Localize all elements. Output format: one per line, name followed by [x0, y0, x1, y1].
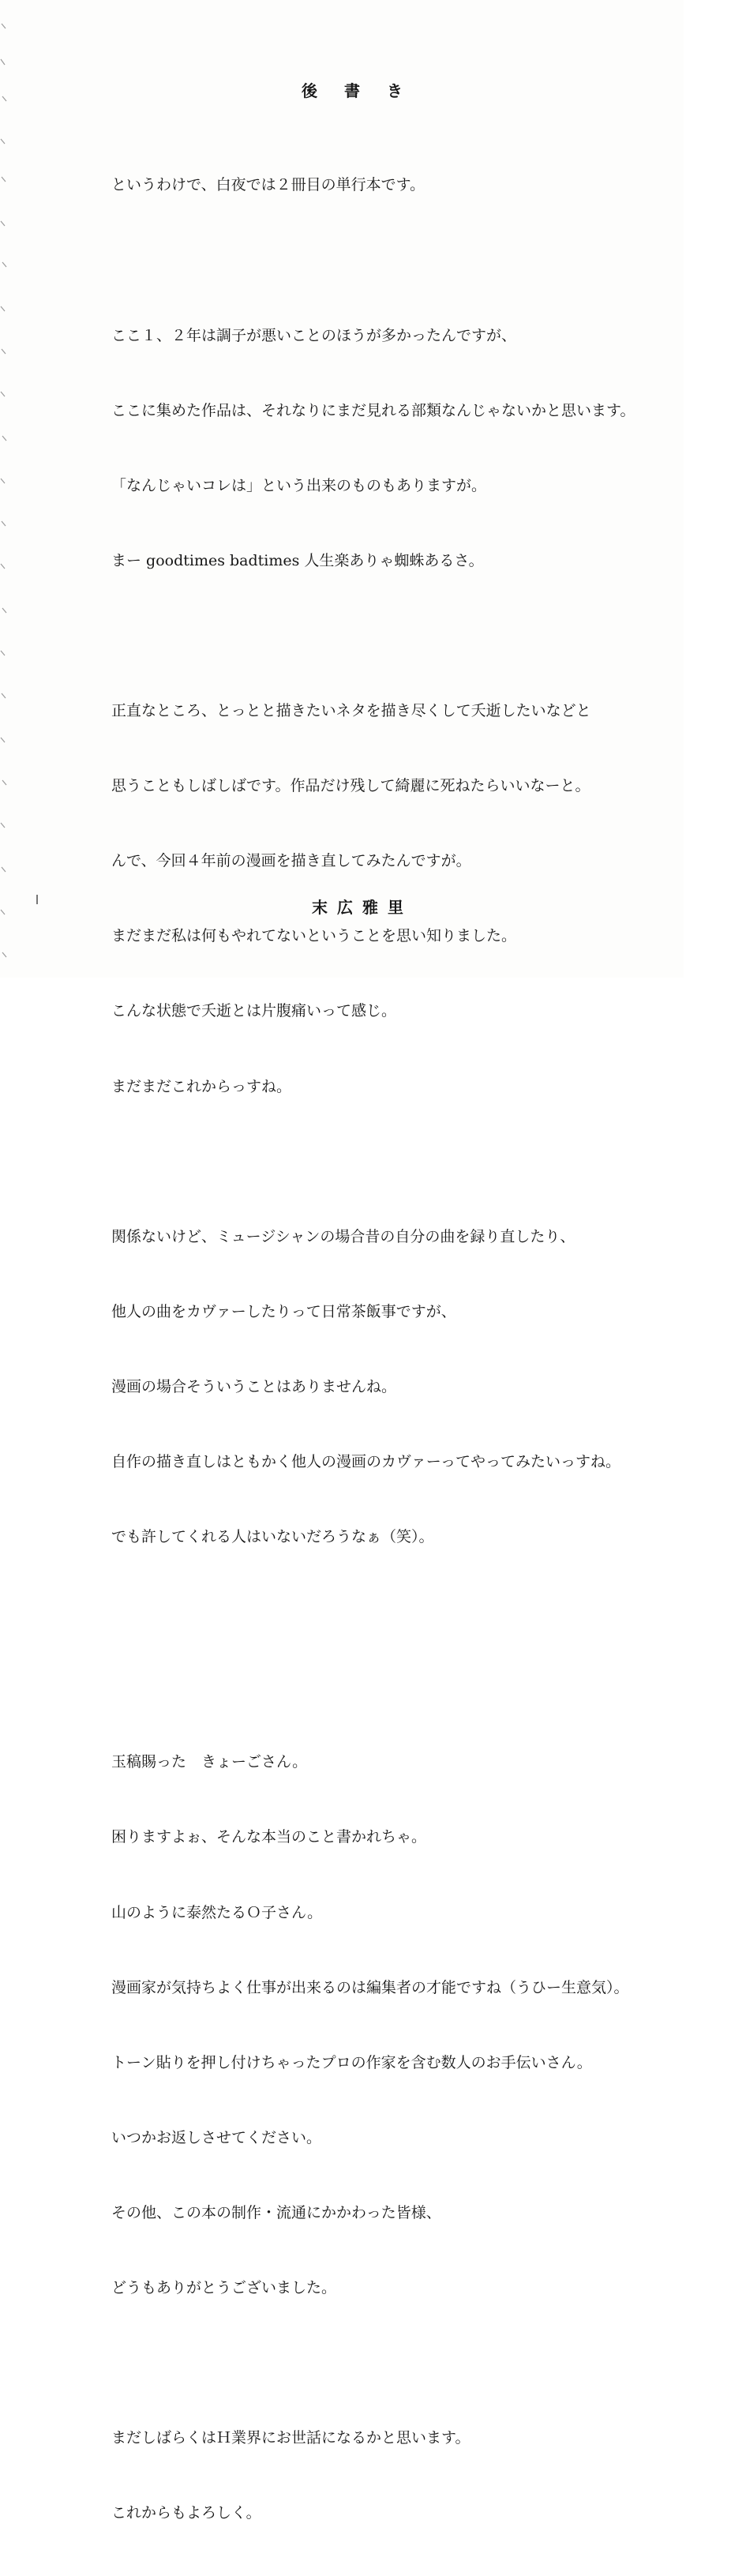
text-line: まー goodtimes badtimes 人生楽ありゃ蜘蛛あるさ。 — [111, 551, 484, 569]
page-title: 後書き — [302, 81, 429, 100]
text-line: まだしばらくはＨ業界にお世話になるかと思います。 — [111, 2429, 470, 2447]
author-signature: 末広雅里 — [312, 898, 413, 917]
text-line: 思うこともしばしばです。作品だけ残して綺麗に死ねたらいいなーと。 — [111, 777, 590, 795]
text-line — [111, 1675, 664, 1700]
text-line — [111, 1600, 664, 1625]
text-line: 関係ないけど、ミュージシャンの場合昔の自分の曲を録り直したり、 — [111, 1227, 575, 1245]
text-line: その他、この本の制作・流通にかかわった皆様、 — [111, 2203, 441, 2221]
text-line — [111, 624, 664, 649]
text-line: こんな状態で夭逝とは片腹痛いって感じ。 — [111, 1002, 397, 1020]
text-line: 「なんじゃいコレは」という出来のものもありますが。 — [111, 476, 487, 494]
text-line: んで、今回４年前の漫画を描き直してみたんですが。 — [111, 852, 471, 870]
text-line: 漫画家が気持ちよく仕事が出来るのは編集者の才能ですね（うひー生意気）。 — [111, 1978, 629, 1996]
text-line: でも許してくれる人はいないだろうなぁ（笑）。 — [111, 1528, 434, 1546]
text-line: これからもよろしく。 — [111, 2504, 261, 2522]
text-line: 玉稿賜った きょーごさん。 — [111, 1753, 308, 1771]
afterword-body — [111, 123, 664, 2576]
text-line — [111, 249, 664, 274]
text-line: いつかお返しさせてください。 — [111, 2128, 322, 2146]
text-line: 漫画の場合そういうことはありませんね。 — [111, 1377, 397, 1395]
text-line: まだまだ私は何もやれてないということを思い知りました。 — [111, 927, 517, 945]
text-line: 山のように泰然たるＯ子さん。 — [111, 1903, 323, 1921]
text-line: というわけで、白夜では２冊目の単行本です。 — [111, 176, 425, 194]
text-line — [111, 1150, 664, 1175]
text-line — [111, 2351, 664, 2376]
text-line: ここに集めた作品は、それなりにまだ見れる部類なんじゃないかと思います。 — [111, 401, 635, 419]
text-line: 自作の描き直しはともかく他人の漫画のカヴァーってやってみたいっすね。 — [111, 1453, 621, 1470]
text-line: 他人の曲をカヴァーしたりって日常茶飯事ですが、 — [111, 1302, 456, 1320]
text-line: 困りますよぉ、そんな本当のこと書かれちゃ。 — [111, 1828, 427, 1846]
scan-edge-marks — [0, 0, 11, 978]
text-line: 正直なところ、とっとと描きたいネタを描き尽くして夭逝したいなどと — [111, 702, 591, 720]
text-line: トーン貼りを押し付けちゃったプロの作家を含む数人のお手伝いさん。 — [111, 2053, 592, 2071]
text-line: どうもありがとうございました。 — [111, 2279, 337, 2297]
text-line: まだまだこれからっすね。 — [111, 1077, 292, 1095]
text-line: ここ１、２年は調子が悪いことのほうが多かったんですが、 — [111, 326, 517, 344]
